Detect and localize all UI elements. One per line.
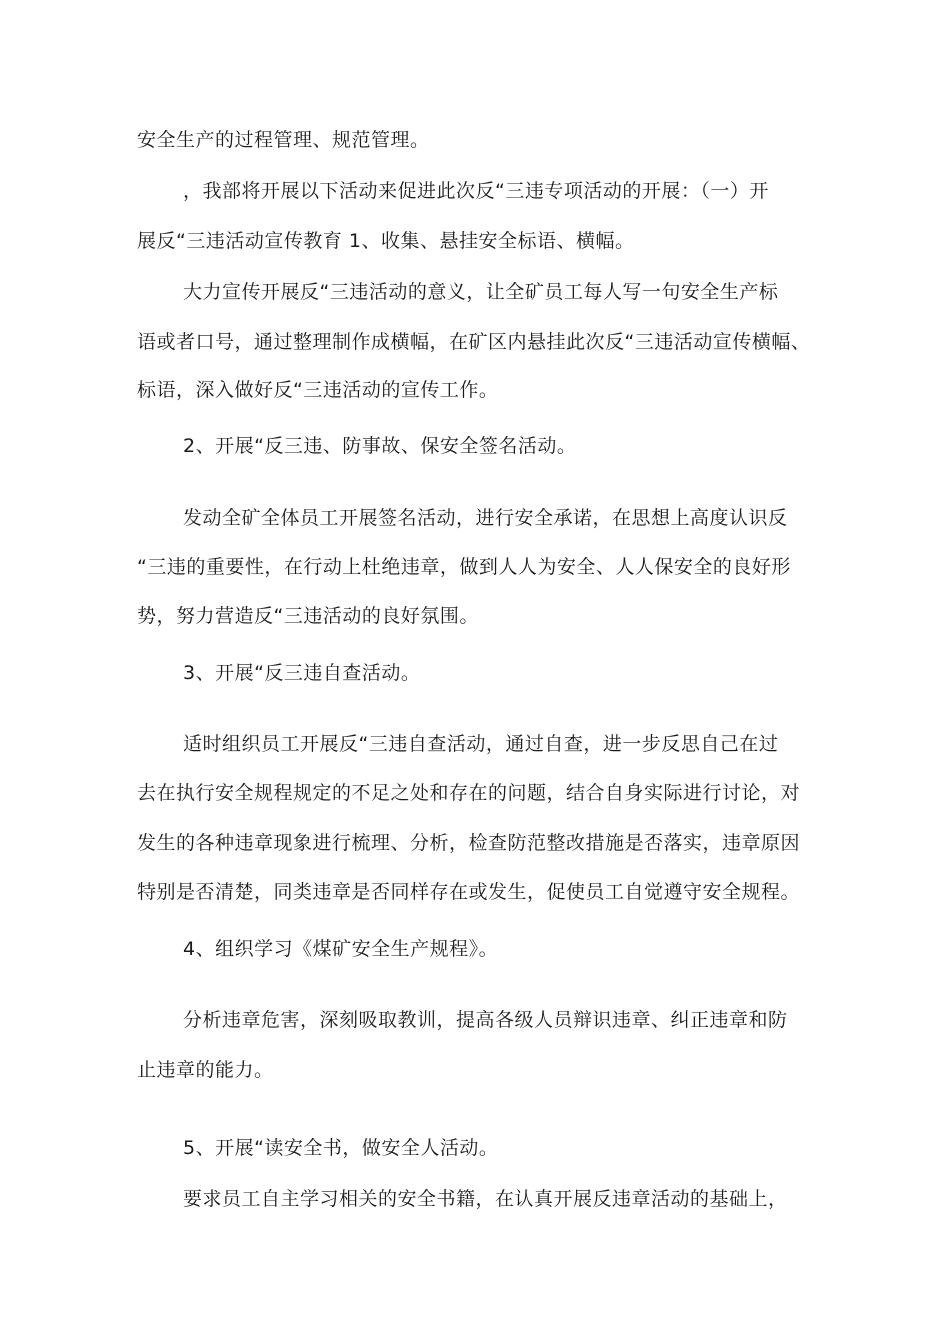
text-line: 3、开展“反三违自查活动。 bbox=[183, 662, 421, 684]
text-line: 2、开展“反三违、防事故、保安全签名活动。 bbox=[183, 435, 577, 457]
text-line: 展反“三违活动宣传教育 1、收集、悬挂安全标语、横幅。 bbox=[137, 230, 635, 252]
text-line: 适时组织员工开展反“三违自查活动，通过自查，进一步反思自己在过 bbox=[183, 733, 779, 755]
text-line: 标语，深入做好反“三违活动的宣传工作。 bbox=[137, 379, 499, 401]
text-line: 去在执行安全规程规定的不足之处和存在的问题，结合自身实际进行讨论，对 bbox=[137, 782, 801, 804]
text-line: 特别是否清楚，同类违章是否同样存在或发生，促使员工自觉遵守安全规程。 bbox=[137, 881, 801, 903]
text-line: 分析违章危害，深刻吸取教训，提高各级人员辩识违章、纠正违章和防 bbox=[183, 1009, 788, 1031]
text-line: ，我部将开展以下活动来促进此次反“三违专项活动的开展：（一）开 bbox=[183, 180, 769, 202]
text-line: “三违的重要性，在行动上杜绝违章，做到人人为安全、人人保安全的良好形 bbox=[137, 556, 791, 578]
text-line: 语或者口号，通过整理制作成横幅，在矿区内悬挂此次反“三违活动宣传横幅、 bbox=[137, 331, 811, 353]
text-line: 大力宣传开展反“三违活动的意义，让全矿员工每人写一句安全生产标 bbox=[183, 281, 779, 303]
text-line: 势，努力营造反“三违活动的良好氛围。 bbox=[137, 605, 479, 627]
text-line: 发生的各种违章现象进行梳理、分析，检查防范整改措施是否落实，违章原因 bbox=[137, 832, 801, 854]
text-line: 5、开展“读安全书，做安全人活动。 bbox=[183, 1137, 499, 1159]
text-line: 安全生产的过程管理、规范管理。 bbox=[137, 129, 430, 151]
text-line: 发动全矿全体员工开展签名活动，进行安全承诺，在思想上高度认识反 bbox=[183, 507, 788, 529]
text-line: 4、组织学习《煤矿安全生产规程》。 bbox=[183, 938, 499, 960]
text-line: 要求员工自主学习相关的安全书籍，在认真开展反违章活动的基础上， bbox=[183, 1188, 788, 1210]
text-line: 止违章的能力。 bbox=[137, 1059, 274, 1081]
